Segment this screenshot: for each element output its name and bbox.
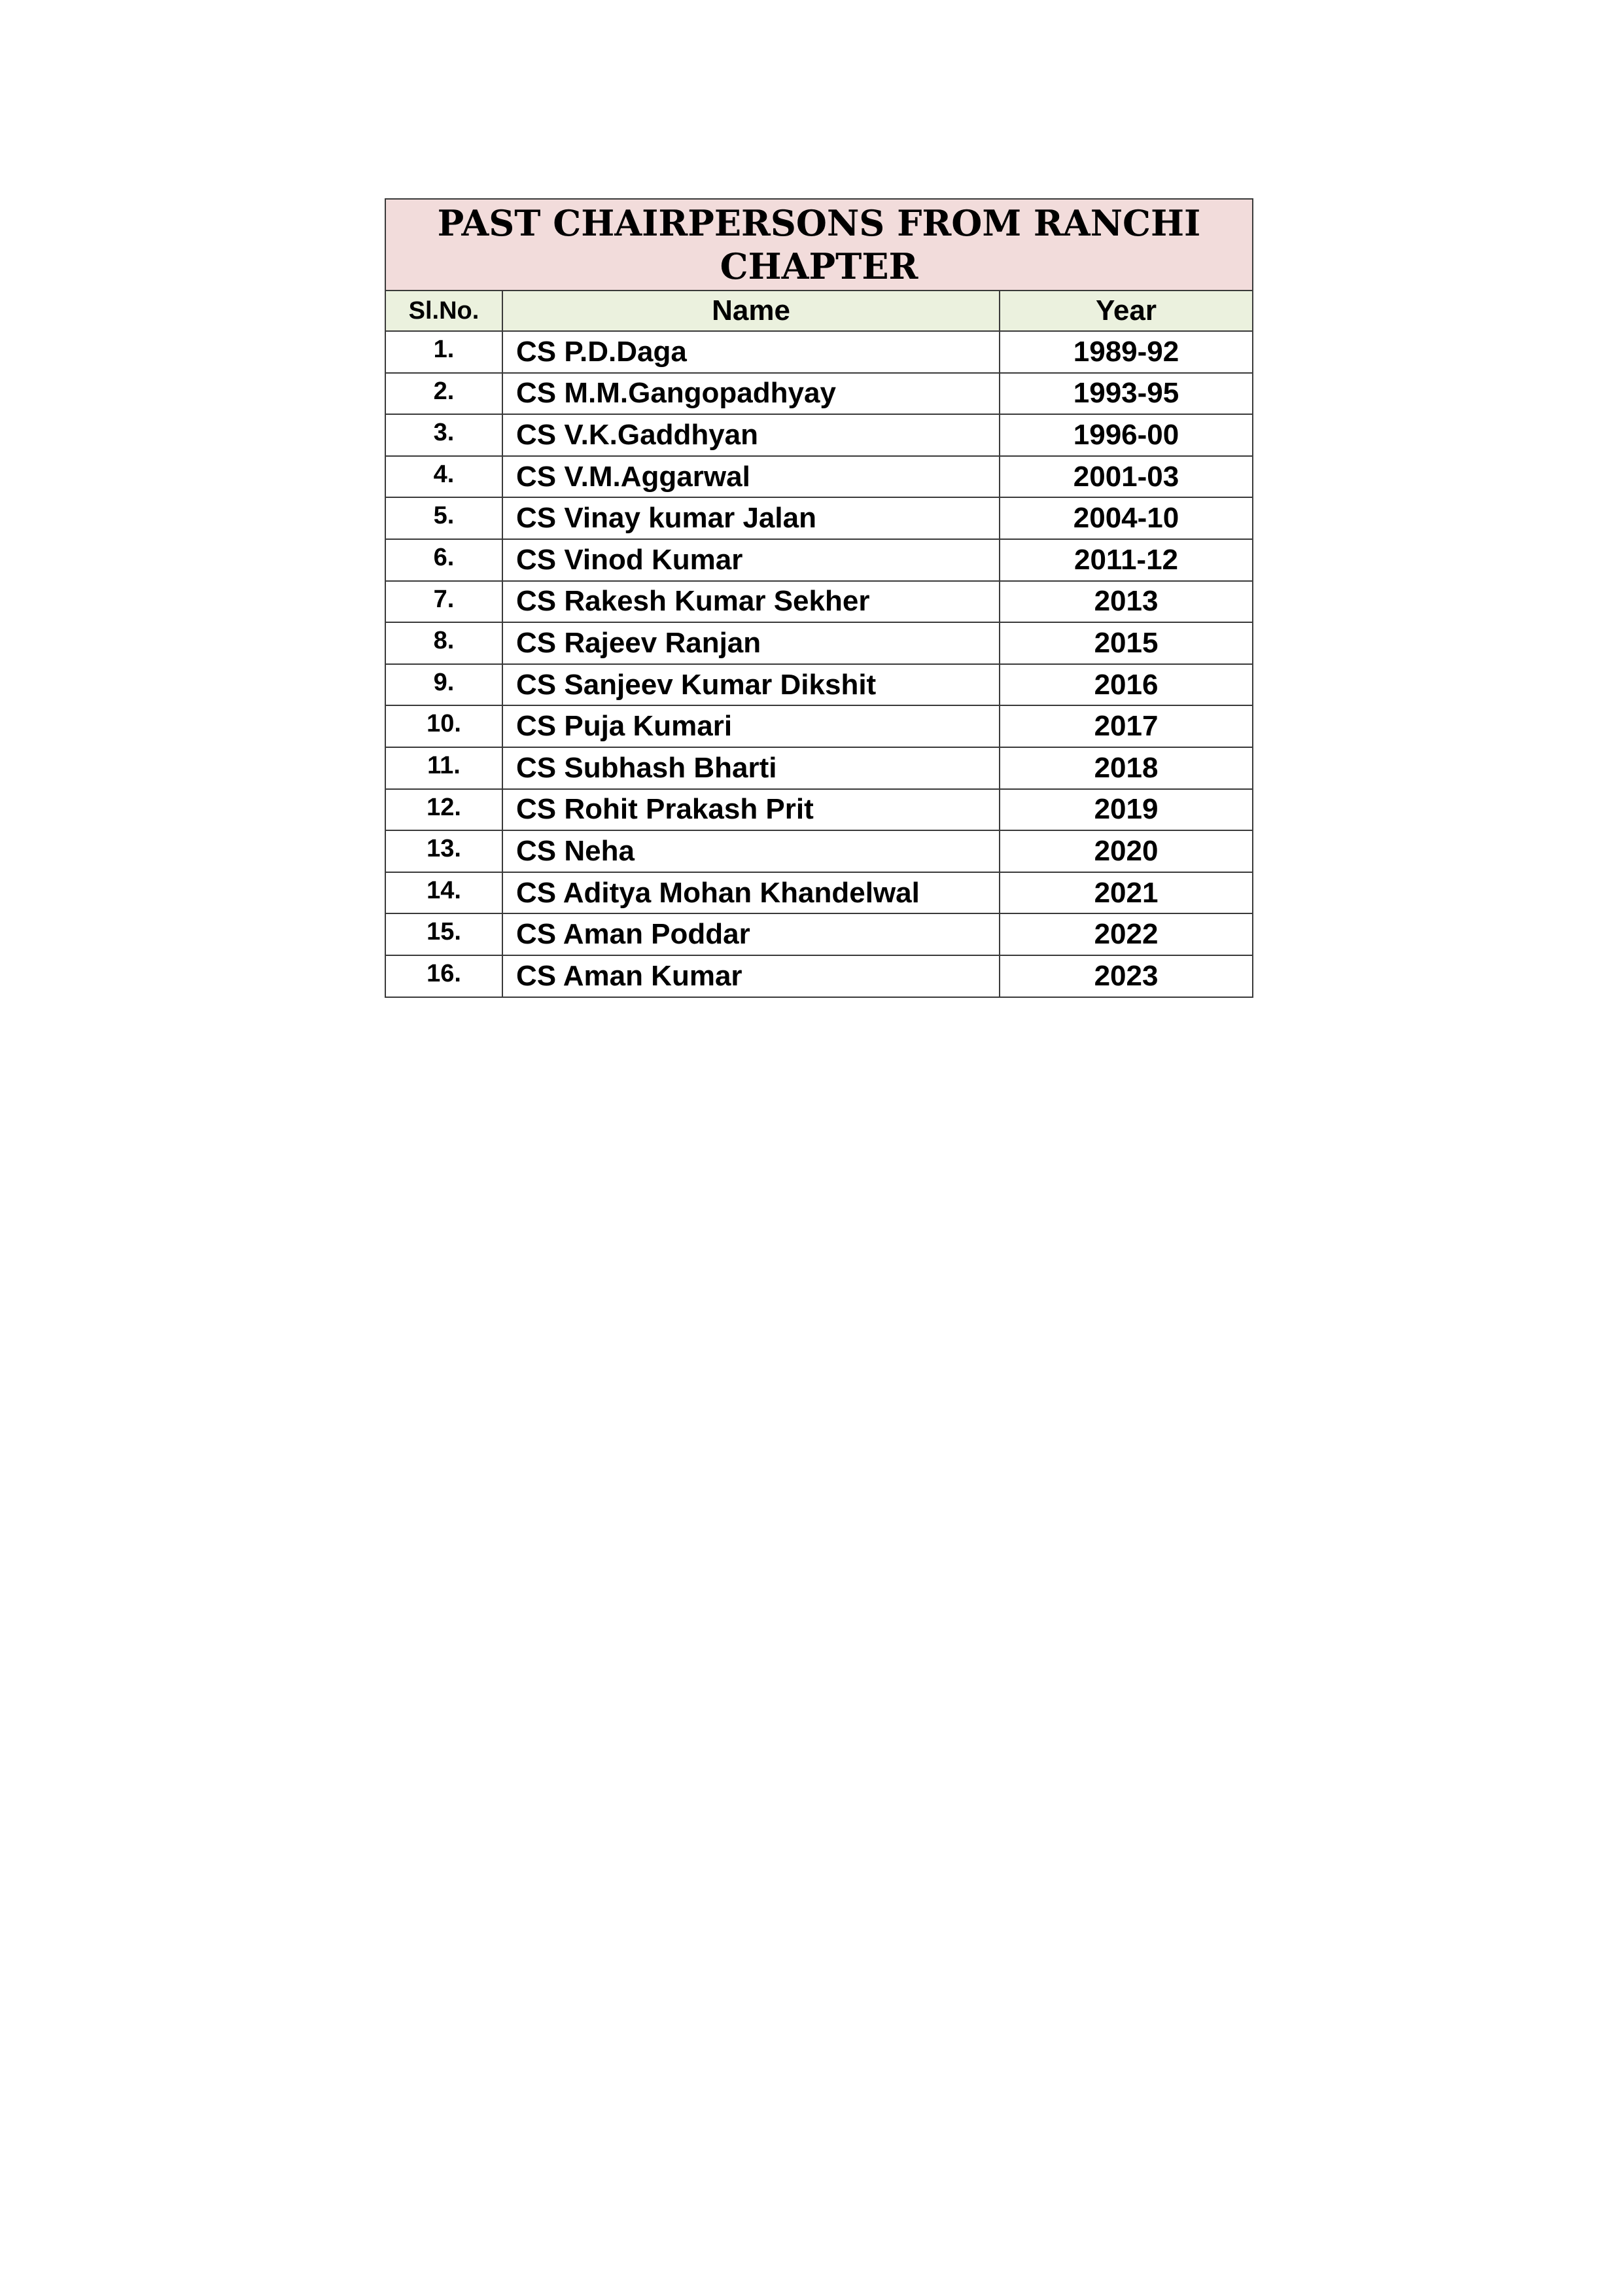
cell-sl-no: 3. [385, 414, 502, 456]
cell-name: CS Vinod Kumar [502, 539, 1000, 581]
table-row [385, 456, 1253, 498]
cell-sl-no: 11. [385, 747, 502, 789]
cell-sl-no: 5. [385, 497, 502, 539]
cell-year: 2013 [1000, 581, 1253, 623]
cell-name: CS Puja Kumari [502, 705, 1000, 747]
column-header-name: Name [502, 291, 1000, 331]
table-row [385, 955, 1253, 997]
table-row [385, 913, 1253, 955]
cell-year: 2011-12 [1000, 539, 1253, 581]
cell-name: CS M.M.Gangopadhyay [502, 373, 1000, 415]
cell-sl-no: 1. [385, 331, 502, 373]
table-title [385, 199, 1253, 291]
cell-year: 1996-00 [1000, 414, 1253, 456]
cell-name: CS Sanjeev Kumar Dikshit [502, 664, 1000, 706]
table-row [385, 872, 1253, 914]
table-row [385, 789, 1253, 831]
table-title-line-1: PAST CHAIRPERSONS FROM RANCHI [437, 202, 1201, 244]
table-row [385, 373, 1253, 415]
cell-year: 1993-95 [1000, 373, 1253, 415]
cell-sl-no: 14. [385, 872, 502, 914]
cell-sl-no: 9. [385, 664, 502, 706]
cell-name: CS Aman Kumar [502, 955, 1000, 997]
table-title-line-2: CHAPTER [720, 245, 918, 287]
cell-sl-no: 2. [385, 373, 502, 415]
chairpersons-table [385, 198, 1253, 998]
cell-year: 2017 [1000, 705, 1253, 747]
table-body [385, 331, 1253, 997]
cell-name: CS P.D.Daga [502, 331, 1000, 373]
cell-sl-no: 4. [385, 456, 502, 498]
column-header-sl-no: Sl.No. [385, 291, 502, 331]
cell-year: 2019 [1000, 789, 1253, 831]
cell-name: CS Aditya Mohan Khandelwal [502, 872, 1000, 914]
cell-name: CS V.M.Aggarwal [502, 456, 1000, 498]
table-row [385, 830, 1253, 872]
cell-sl-no: 10. [385, 705, 502, 747]
cell-sl-no: 12. [385, 789, 502, 831]
cell-sl-no: 6. [385, 539, 502, 581]
table-row [385, 622, 1253, 664]
table-row [385, 664, 1253, 706]
header-row [385, 291, 1253, 331]
cell-sl-no: 13. [385, 830, 502, 872]
cell-name: CS Aman Poddar [502, 913, 1000, 955]
cell-year: 2016 [1000, 664, 1253, 706]
cell-name: CS Vinay kumar Jalan [502, 497, 1000, 539]
cell-year: 1989-92 [1000, 331, 1253, 373]
cell-year: 2018 [1000, 747, 1253, 789]
cell-name: CS Rakesh Kumar Sekher [502, 581, 1000, 623]
cell-name: CS Neha [502, 830, 1000, 872]
cell-sl-no: 8. [385, 622, 502, 664]
cell-year: 2022 [1000, 913, 1253, 955]
cell-name: CS Rajeev Ranjan [502, 622, 1000, 664]
table-row [385, 581, 1253, 623]
title-row [385, 199, 1253, 291]
cell-sl-no: 16. [385, 955, 502, 997]
table-row [385, 747, 1253, 789]
cell-year: 2023 [1000, 955, 1253, 997]
cell-year: 2004-10 [1000, 497, 1253, 539]
cell-name: CS Rohit Prakash Prit [502, 789, 1000, 831]
cell-sl-no: 7. [385, 581, 502, 623]
cell-name: CS V.K.Gaddhyan [502, 414, 1000, 456]
cell-year: 2020 [1000, 830, 1253, 872]
table-row [385, 414, 1253, 456]
table-row [385, 705, 1253, 747]
cell-name: CS Subhash Bharti [502, 747, 1000, 789]
table-row [385, 497, 1253, 539]
column-header-year: Year [1000, 291, 1253, 331]
cell-year: 2021 [1000, 872, 1253, 914]
cell-year: 2001-03 [1000, 456, 1253, 498]
table-row [385, 539, 1253, 581]
cell-sl-no: 15. [385, 913, 502, 955]
cell-year: 2015 [1000, 622, 1253, 664]
table-row [385, 331, 1253, 373]
